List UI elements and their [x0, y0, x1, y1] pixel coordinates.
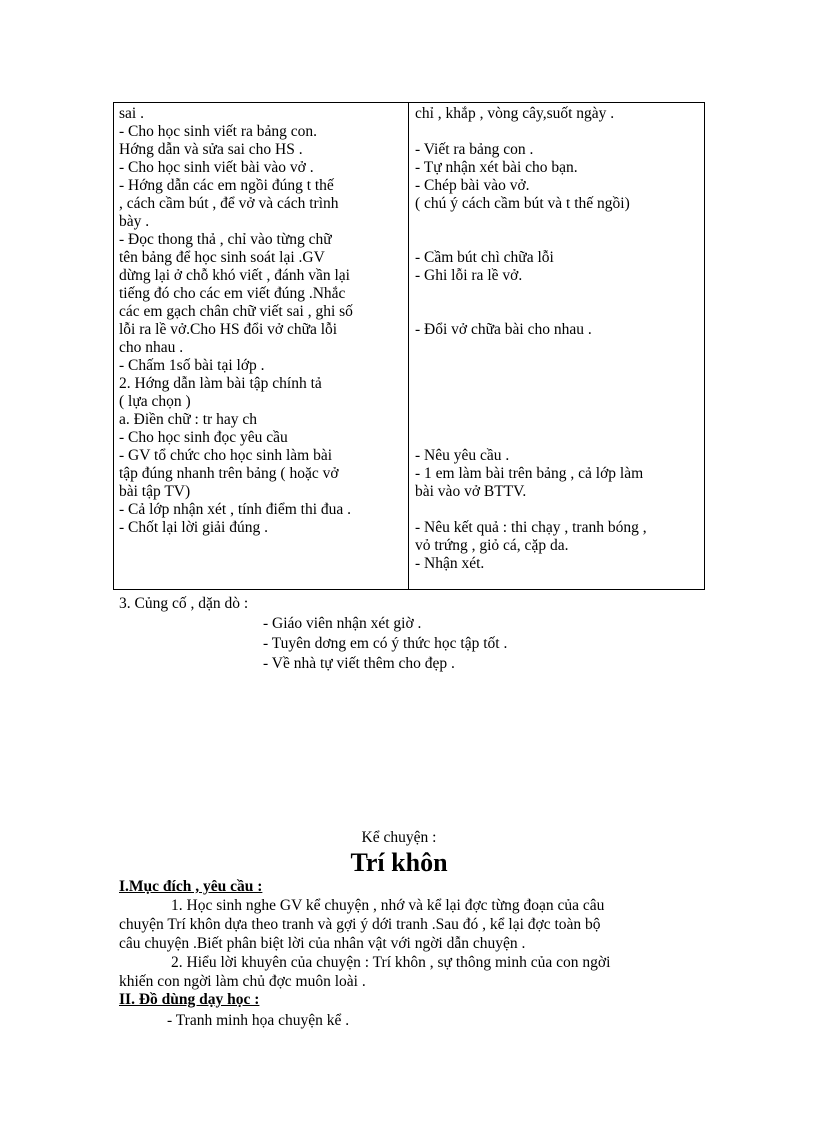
teacher-line: - Đọc thong thả , chỉ vào từng chữ — [119, 231, 332, 248]
objective-paragraph-line: chuyện Trí khôn dựa theo tranh và gợi ý dới tranh .Sau đó , kể lại đợc toàn bộ — [119, 916, 601, 933]
student-line: - Cầm bút chì chữa lỗi — [415, 249, 554, 266]
teacher-line: - Chốt lại lời giải đúng . — [119, 519, 268, 536]
student-activities-column — [408, 103, 704, 589]
student-line: - Tự nhận xét bài cho bạn. — [415, 159, 578, 176]
student-line: chỉ , khắp , vòng cây,suốt ngày . — [415, 105, 615, 122]
teacher-line: bài tập TV) — [119, 483, 191, 500]
student-line: - Viết ra bảng con . — [415, 141, 534, 158]
student-line: ( chú ý cách cầm bút và t thế ngồi) — [415, 195, 630, 212]
teacher-line: a. Điền chữ : tr hay ch — [119, 411, 257, 428]
story-subtitle: Kể chuyện : — [361, 829, 437, 846]
student-line: - Ghi lỗi ra lề vở. — [415, 267, 523, 284]
materials-item: - Tranh minh họa chuyện kể . — [167, 1012, 350, 1029]
student-line — [415, 393, 704, 411]
teacher-line: Hớng dẫn và sửa sai cho HS . — [119, 141, 303, 158]
lesson-table — [113, 102, 705, 590]
objective-paragraph-line: khiến con ngời làm chủ đợc muôn loài . — [119, 973, 366, 990]
teacher-line: lỗi ra lề vở.Cho HS đổi vở chữa lỗi — [119, 321, 338, 338]
student-line: - Nhận xét. — [415, 555, 485, 572]
teacher-line: , cách cầm bút , để vở và cách trình — [119, 195, 339, 212]
closing-item: - Giáo viên nhận xét giờ . — [263, 615, 422, 632]
student-line: - 1 em làm bài trên bảng , cả lớp làm — [415, 465, 644, 482]
story-section — [119, 828, 719, 1033]
student-line — [415, 411, 704, 429]
teacher-line: bày . — [119, 213, 150, 230]
teacher-line: - Cho học sinh viết bài vào vở . — [119, 159, 314, 176]
teacher-line: - GV tổ chức cho học sinh làm bài — [119, 447, 333, 464]
closing-item: - Tuyên dơng em có ý thức học tập tốt . — [263, 635, 508, 652]
teacher-line: 2. Hớng dẫn làm bài tập chính tả — [119, 375, 322, 392]
student-line — [415, 375, 704, 393]
student-line: - Nêu kết quả : thi chạy , tranh bóng , — [415, 519, 647, 536]
student-line — [415, 429, 704, 447]
closing-item: - Về nhà tự viết thêm cho đẹp . — [263, 655, 455, 672]
closing-section — [119, 594, 507, 674]
teacher-line: cho nhau . — [119, 339, 184, 356]
closing-heading: 3. Củng cố , dặn dò : — [119, 595, 249, 612]
student-line: vỏ trứng , giỏ cá, cặp da. — [415, 537, 569, 554]
objective-paragraph-line: 1. Học sinh nghe GV kể chuyện , nhớ và kể lại đợc từng đoạn của câu — [171, 897, 605, 914]
teacher-line: - Cho học sinh viết ra bảng con. — [119, 123, 318, 140]
student-line: - Chép bài vào vở. — [415, 177, 530, 194]
student-line — [415, 123, 704, 141]
student-line — [415, 231, 704, 249]
student-line — [415, 339, 704, 357]
teacher-line: tập đúng nhanh trên bảng ( hoặc vở — [119, 465, 339, 482]
teacher-activities-column — [114, 103, 408, 589]
student-line — [415, 501, 704, 519]
story-title: Trí khôn — [350, 848, 448, 877]
student-line — [415, 213, 704, 231]
student-line: - Đổi vở chữa bài cho nhau . — [415, 321, 592, 338]
teacher-line: tên bảng để học sinh soát lại .GV — [119, 249, 325, 266]
student-line — [415, 303, 704, 321]
teacher-line: dừng lại ở chỗ khó viết , đánh vần lại — [119, 267, 350, 284]
teacher-line: tiếng đó cho các em viết đúng .Nhắc — [119, 285, 346, 302]
student-line: - Nêu yêu cầu . — [415, 447, 510, 464]
teacher-line: sai . — [119, 105, 144, 122]
student-line: bài vào vở BTTV. — [415, 483, 527, 500]
teacher-line: các em gạch chân chữ viết sai , ghi số — [119, 303, 353, 320]
objective-paragraph-line: câu chuyện .Biết phân biệt lời của nhân vật với ngời dẫn chuyện . — [119, 935, 526, 952]
teacher-line: - Cả lớp nhận xét , tính điểm thi đua . — [119, 501, 352, 518]
teacher-line: - Chấm 1số bài tại lớp . — [119, 357, 265, 374]
teacher-line: ( lựa chọn ) — [119, 393, 191, 410]
teacher-line: - Cho học sinh đọc yêu cầu — [119, 429, 288, 446]
teacher-line: - Hớng dẫn các em ngồi đúng t thế — [119, 177, 334, 194]
student-line — [415, 357, 704, 375]
section-heading-objectives: I.Mục đích , yêu cầu : — [119, 878, 263, 895]
student-line — [415, 285, 704, 303]
objective-paragraph-line: 2. Hiểu lời khuyên của chuyện : Trí khôn , sự thông minh của con ngời — [171, 954, 611, 971]
section-heading-materials: II. Đồ dùng dạy học : — [119, 991, 260, 1008]
